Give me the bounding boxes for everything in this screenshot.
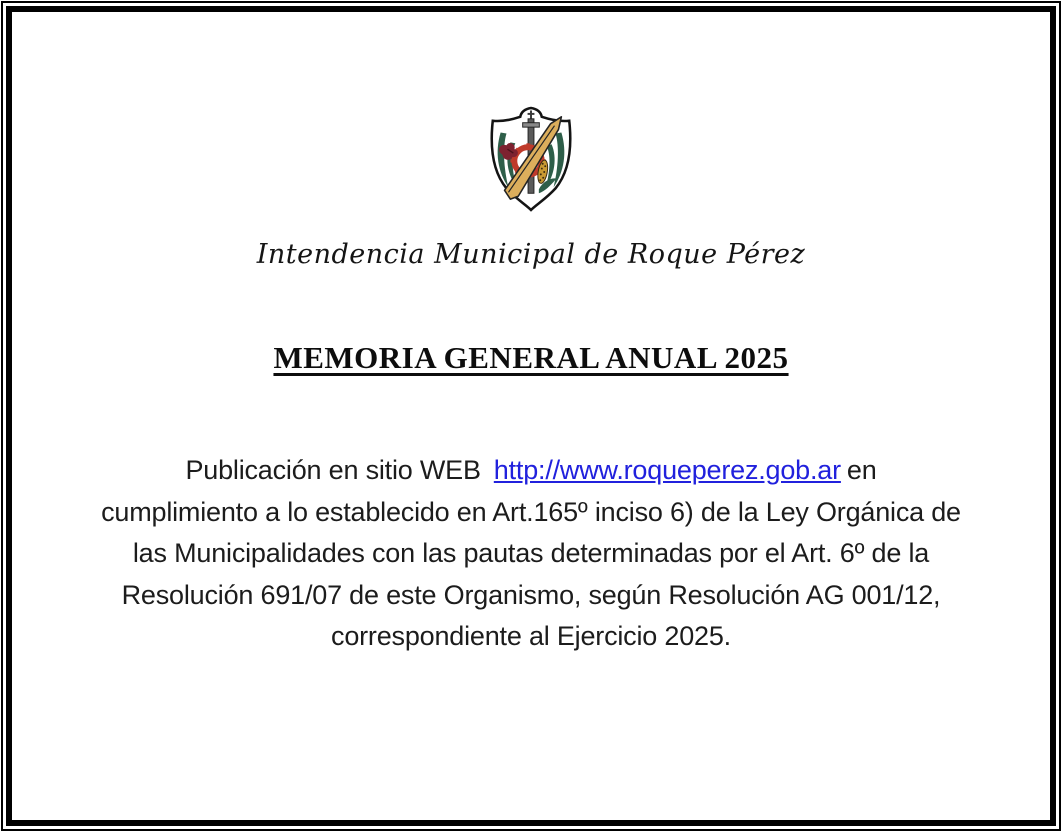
website-link[interactable]: http://www.roqueperez.gob.ar	[493, 455, 841, 485]
paragraph-after-link: en	[846, 455, 877, 485]
paragraph-intro: Publicación en sitio WEB	[185, 455, 481, 485]
document-title: MEMORIA GENERAL ANUAL 2025	[273, 340, 789, 375]
publication-paragraph	[23, 450, 1039, 658]
paragraph-line: correspondiente al Ejercicio 2025.	[331, 621, 731, 651]
paragraph-line-1	[23, 450, 1039, 492]
paragraph-line: Resolución 691/07 de este Organismo, según Resolución AG 001/12,	[121, 579, 941, 610]
document-content	[12, 12, 1050, 820]
inner-border	[6, 6, 1056, 826]
roque-perez-coat-of-arms-icon	[482, 103, 580, 213]
paragraph-lines	[23, 492, 1039, 658]
outer-border	[1, 1, 1061, 831]
paragraph-line: las Municipalidades con las pautas determinadas por el Art. 6º de la	[132, 538, 930, 568]
institution-name: Intendencia Municipal de Roque Pérez	[256, 239, 806, 270]
paragraph-line: cumplimiento a lo establecido en Art.165º inciso 6) de la Ley Orgánica de	[101, 496, 961, 527]
